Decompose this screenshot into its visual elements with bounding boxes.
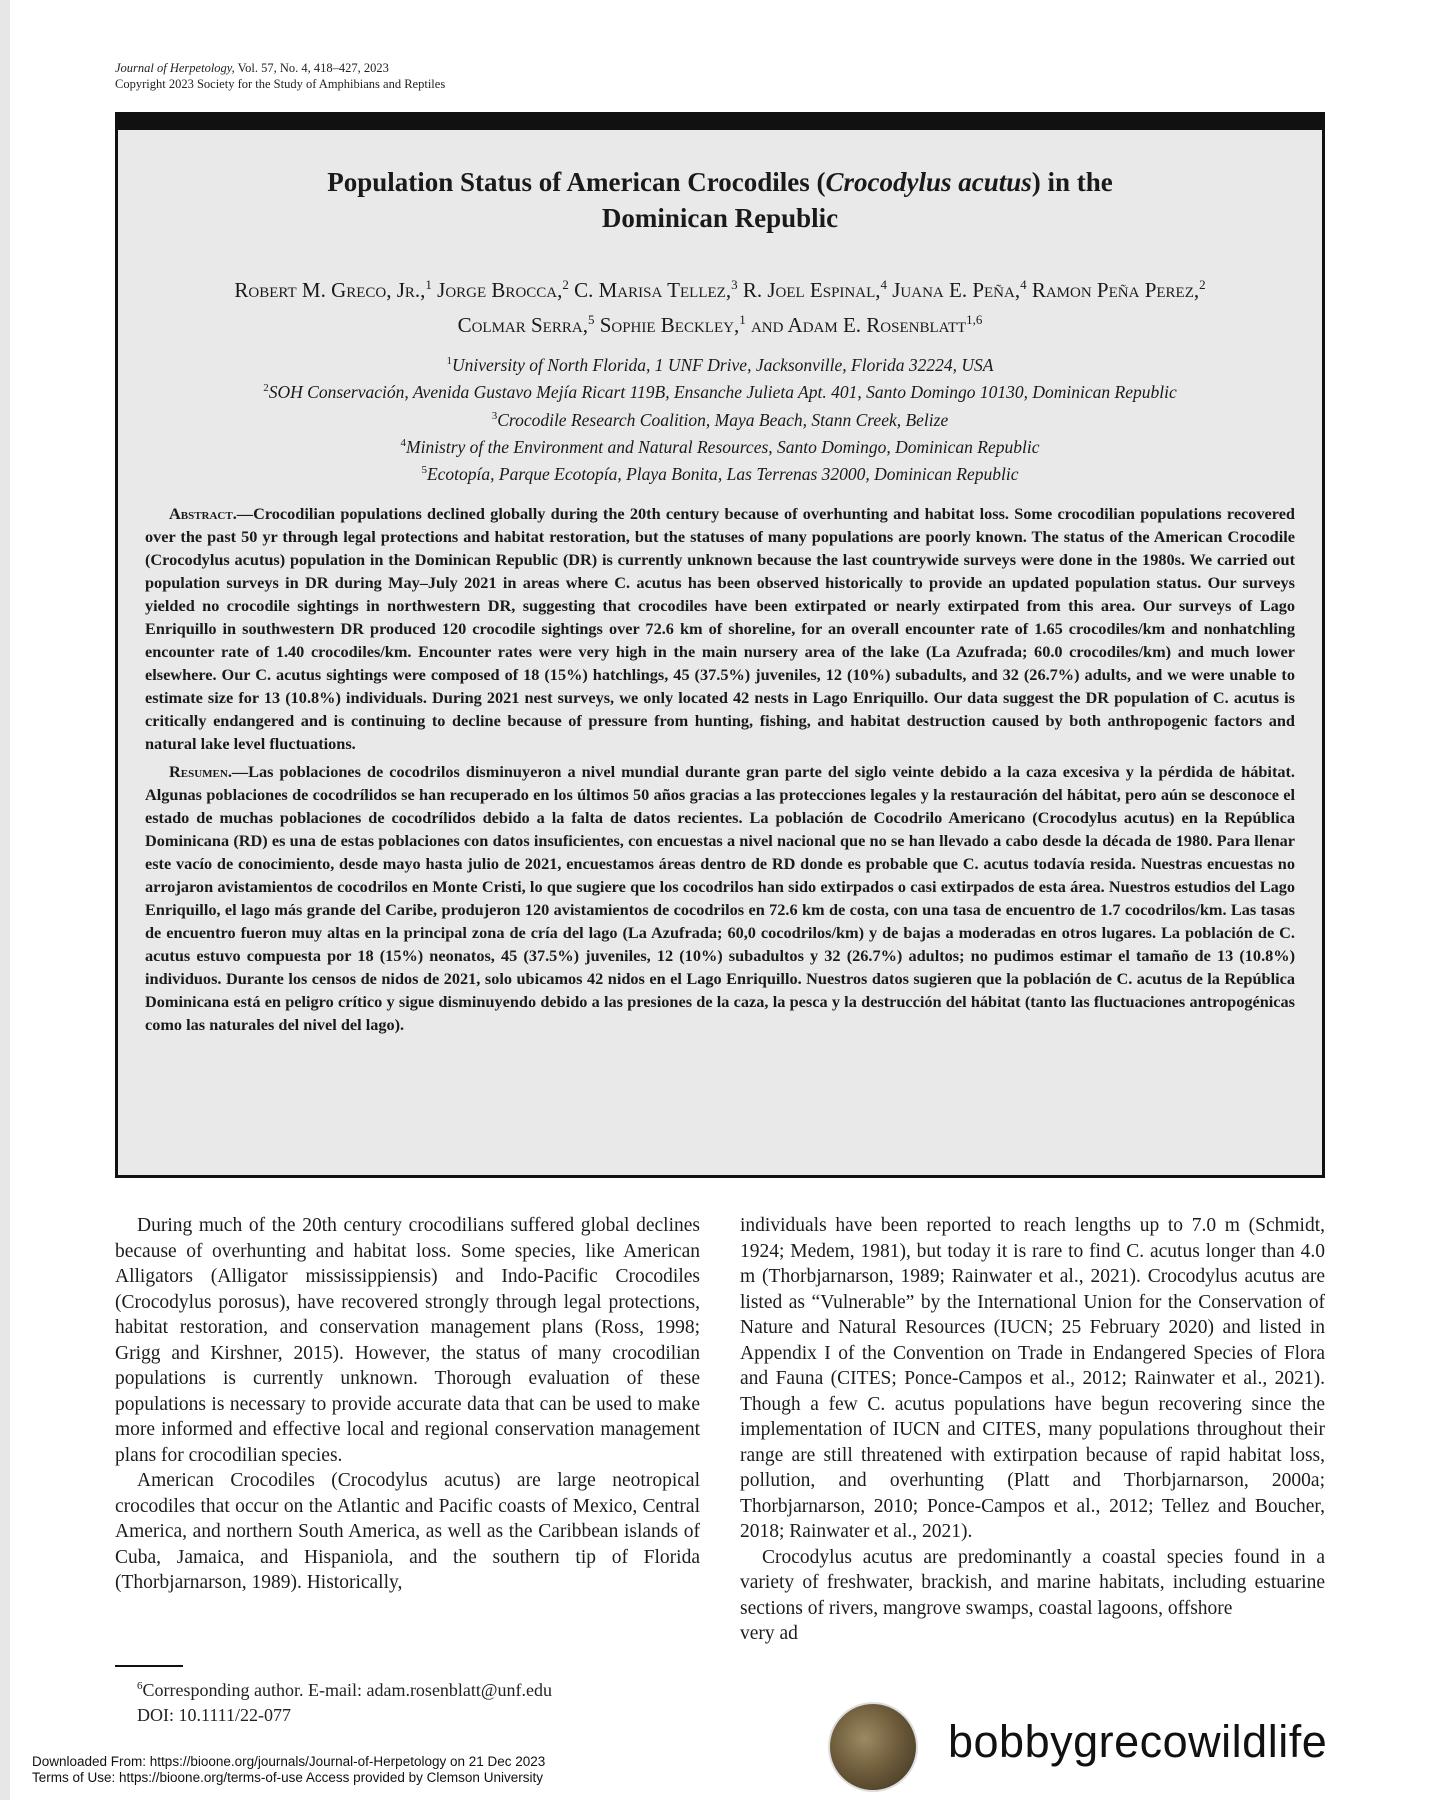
- title-species: Crocodylus acutus: [825, 167, 1032, 197]
- body-column-right: [740, 1213, 1325, 1647]
- body-paragraph: American Crocodiles (Crocodylus acutus) are large neotropical crocodiles that occur on the Atlantic and Pacific coasts of Mexico, Central America, and northern South America, as well as the Caribbean islands of Cuba, Jamaica, and Hispaniola, and the southern tip of Florida (Thorbjarnarson, 1989). Historically,: [115, 1470, 700, 1593]
- author: Robert M. Greco, Jr.,$^1$: [234, 277, 432, 302]
- resumen-body: —Las poblaciones de cocodrilos disminuyeron a nivel mundial durante gran parte del siglo veinte debido a la caza excesiva y la pérdida de hábitat. Algunas poblaciones de cocodrílidos se han recuperado en los últimos 50 años gracias a las protecciones legales y la restauración del hábitat, pero aún se desconoce el estado de muchas poblaciones de cocodrílidos debido a la falta de datos recientes. La población de Cocodrilo Americano (Crocodylus acutus) en la República Dominicana (RD) es una de estas poblaciones con datos insuficientes, con encuestas a nivel nacional que no se han llevado a cabo desde la década de 1980. Para llenar este vacío de conocimiento, desde mayo hasta julio de 2021, encuestamos áreas dentro de RD donde es probable que C. acutus todavía resida. Nuestras encuestas no arrojaron avistamientos de cocodrilos en Monte Cristi, lo que sugiere que los cocodrilos han sido extirpados o casi extirpados de esta área. Nuestros estudios del Lago Enriquillo, el lago más grande del Caribe, produjeron 120 avistamientos de cocodrilos en 72.6 km de costa, con una tasa de encuentro de 1.7 cocodrilos/km. Las tasas de encuentro fueron muy altas en la principal zona de cría del lago (La Azufrada; 60,0 cocodrilos/km) y de bajas a moderadas en otros lugares. La población de C. acutus estuvo compuesta por 18 (15%) neonatos, 45 (37.5%) juveniles, 12 (10%) subadultos y 32 (26.7%) adultos; no pudimos estimar el tamaño de 13 (10.8%) individuos. Durante los censos de nidos de 2021, solo ubicamos 42 nidos en el Lago Enriquillo. Nuestros datos sugieren que la población de C. acutus de la República Dominicana está en peligro crítico y sigue disminuyendo debido a las presiones de la caza, la pesca y la destrucción del hábitat (tanto las fluctuaciones antropogénicas como las naturales del nivel del lago).: [145, 762, 1295, 1034]
- author: C. Marisa Tellez,$^3$: [568, 277, 738, 302]
- body-column-left: [115, 1213, 700, 1596]
- affiliation: $^1$University of North Florida, 1 UNF Drive, Jacksonville, Florida 32224, USA: [446, 354, 994, 375]
- affiliation: $^3$Crocodile Research Coalition, Maya Beach, Stann Creek, Belize: [491, 409, 949, 430]
- affiliation: $^4$Ministry of the Environment and Natural Resources, Santo Domingo, Dominican Republic: [400, 436, 1040, 457]
- doi: DOI: 10.1111/22-077: [137, 1705, 291, 1725]
- journal-copyright: Copyright 2023 Society for the Study of Amphibians and Reptiles: [115, 77, 446, 91]
- resumen-label: Resumen.: [169, 762, 232, 781]
- journal-header: [115, 60, 445, 92]
- download-notice: [32, 1754, 545, 1786]
- paper-title: [118, 164, 1322, 236]
- abstract-body: —Crocodilian populations declined globally during the 20th century because of overhunting and habitat loss. Some crocodilian populations recovered over the past 50 yr through legal protections and habitat restoration, but the statuses of many populations are poorly known. The status of the American Crocodile (Crocodylus acutus) population in the Dominican Republic (DR) is currently unknown because the last countrywide surveys were done in the 1980s. We carried out population surveys in DR during May–July 2021 in areas where C. acutus has been observed historically to provide an updated population status. Our surveys yielded no crocodile sightings in northwestern DR, suggesting that crocodiles have been extirpated or nearly extirpated from this area. Our surveys of Lago Enriquillo in southwestern DR produced 120 crocodile sightings over 72.6 km of shoreline, for an overall encounter rate of 1.65 crocodiles/km and nonhatchling encounter rate of 1.40 crocodiles/km. Encounter rates were very high in the main nursery area of the lake (La Azufrada; 60.0 crocodiles/km) and much lower elsewhere. Our C. acutus sightings were composed of 18 (15%) hatchlings, 45 (37.5%) juveniles, 12 (10%) subadults, and 32 (26.7%) adults, and we were unable to estimate size for 13 (10.8%) individuals. During 2021 nest surveys, we only located 42 nests in Lago Enriquillo. Our data suggest the DR population of C. acutus is critically endangered and is continuing to decline because of pressure from hunting, fishing, and habitat destruction caused by both anthropogenic factors and natural lake level fluctuations.: [145, 504, 1295, 753]
- footnote-rule: [115, 1665, 183, 1667]
- instagram-watermark: [818, 1692, 1440, 1800]
- abstract-box: [115, 112, 1325, 1178]
- watermark-handle: bobbygrecowildlife: [948, 1716, 1328, 1767]
- corresponding-author: Corresponding author. E-mail: adam.rosenblatt@unf.edu: [142, 1680, 552, 1700]
- affiliation-list: [158, 350, 1282, 487]
- affiliation: $^2$SOH Conservación, Avenida Gustavo Mejía Ricart 119B, Ensanche Julieta Apt. 401, Santo Domingo 10130, Dominican Republic: [263, 382, 1177, 403]
- terms-line: Terms of Use: https://bioone.org/terms-of-use Access provided by Clemson University: [32, 1770, 543, 1785]
- affiliation: $^5$Ecotopía, Parque Ecotopía, Playa Bonita, Las Terrenas 32000, Dominican Republic: [421, 464, 1019, 485]
- journal-name: Journal of Herpetology,: [115, 61, 235, 75]
- body-paragraph: individuals have been reported to reach lengths up to 7.0 m (Schmidt, 1924; Medem, 1981), but today it is rare to find C. acutus longer than 4.0 m (Thorbjarnarson, 1989; Rainwater et al., 2021). Crocodylus acutus are listed as “Vulnerable” by the International Union for the Conservation of Nature and Natural Resources (IUCN; 25 February 2020) and listed in Appendix I of the Convention on Trade in Endangered Species of Flora and Fauna (CITES; Ponce-Campos et al., 2012; Rainwater et al., 2021). Though a few C. acutus populations have begun recovering since the implementation of IUCN and CITES, many populations throughout their range are still threatened with extirpation because of rapid habitat loss, pollution, and overhunting (Platt and Thorbjarnarson, 2000a; Thorbjarnarson, 2010; Ponce-Campos et al., 2012; Tellez and Boucher, 2018; Rainwater et al., 2021).: [740, 1215, 1325, 1542]
- title-part2: ) in the: [1031, 167, 1113, 197]
- author: R. Joel Espinal,$^4$: [737, 277, 887, 302]
- abstract-paragraph: [145, 502, 1295, 755]
- resumen-paragraph: [145, 760, 1295, 1036]
- avatar: [828, 1702, 918, 1792]
- body-paragraph: During much of the 20th century crocodilians suffered global declines because of overhunting and habitat loss. Some species, like American Alligators (Alligator mississippiensis) and Indo-Pacific Crocodiles (Crocodylus porosus), have recovered strongly through legal protections, habitat restoration, and conservation management plans (Ross, 1998; Grigg and Kirshner, 2015). However, the status of many crocodilian populations is currently unknown. Thorough evaluation of these populations is necessary to provide accurate data that can be used to make more informed and effective local and regional conservation management plans for crocodilian species.: [115, 1215, 700, 1466]
- footnote: $^6$Corresponding author. E-mail: adam.rosenblatt@unf.edu DOI: 10.1111/22-077: [137, 1674, 552, 1728]
- title-part1: Population Status of American Crocodiles (: [327, 167, 826, 197]
- body-paragraph-tail: very ad: [740, 1623, 798, 1644]
- author-list: [138, 270, 1302, 340]
- author: Ramon Peña Perez,$^2$: [1026, 277, 1206, 302]
- author: and Adam E. Rosenblatt$^{1,6}$: [745, 312, 983, 337]
- author: Sophie Beckley,$^1$: [594, 312, 746, 337]
- journal-volume: Vol. 57, No. 4, 418–427, 2023: [234, 61, 389, 75]
- author: Juana E. Peña,$^4$: [887, 277, 1027, 302]
- download-line: Downloaded From: https://bioone.org/journals/Journal-of-Herpetology on 21 Dec 2023: [32, 1754, 546, 1769]
- body-paragraph: Crocodylus acutus are predominantly a coastal species found in a variety of freshwater, brackish, and marine habitats, including estuarine sections of rivers, mangrove swamps, coastal lagoons, offshore: [740, 1546, 1325, 1619]
- abstract-label: Abstract.: [169, 504, 237, 523]
- title-line2: Dominican Republic: [601, 203, 839, 233]
- page-edge: [0, 0, 10, 1800]
- author: Jorge Brocca,$^2$: [431, 277, 569, 302]
- abstract-section: [145, 502, 1295, 1036]
- author: Colmar Serra,$^5$: [457, 312, 595, 337]
